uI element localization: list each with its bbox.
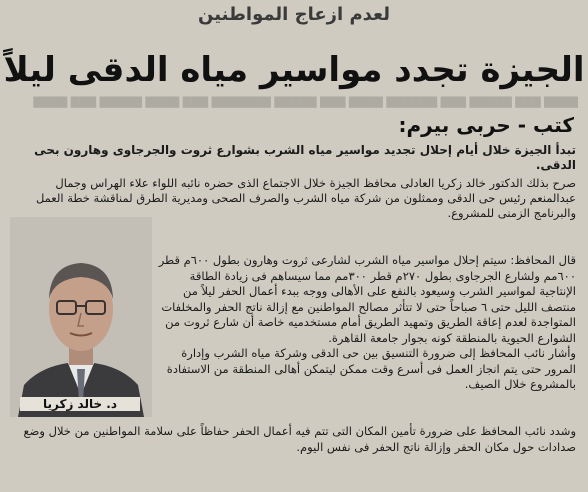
article-closing-paragraph: وشدد نائب المحافظ على ضرورة تأمين المكان التى تتم فيه أعمال الحفر حفاظاً على سلامة المواطنين من خلال وضع صدادات حول مكان الحفر وإزالة ناتج الحفر فى نفس اليوم. [23, 424, 576, 454]
governor-photo [10, 217, 152, 417]
bleed-through-text: ▇▇▇▇ ▇▇▇ ▇▇▇▇▇ ▇▇▇ ▇▇▇▇▇▇ ▇▇▇▇ ▇▇▇ ▇▇▇▇▇ ▇▇▇▇▇▇▇ ▇▇▇ ▇▇▇▇ ▇▇▇▇▇ ▇▇▇ ▇▇▇▇ [33, 95, 578, 108]
portrait-image [10, 217, 152, 417]
article-headline: الجيزة تجدد مواسير مياه الدقى ليلاً [3, 50, 585, 90]
article-paragraph: وأشار نائب المحافظ إلى ضرورة التنسيق بين حى الدقى وشركة مياه الشرب وإدارة المرور حتى يتم انجاز العمل فى أسرع وقت ممكن ليتمكن أهالى المنطقة من الاستفادة بالمشروع خلال الصيف. [166, 346, 576, 391]
article-paragraph: صرح بذلك الدكتور خالد زكريا العادلى محافظ الجيزة خلال الاجتماع الذى حضره نائبه اللواء علاء الهراس وجمال عبدالمنعم رئيس حى الدقى وممثلون من شركة مياه الشرب والصرف الصحى ومديرية الطرق لمناقشة خطة العمل والبرنامج الزمنى للمشروع. [35, 176, 576, 220]
article-byline: كتب - حربى بيرم: [398, 113, 574, 137]
article-kicker: لعدم ازعاج المواطنين [198, 4, 390, 25]
article-lead-paragraph: تبدأ الجيزة خلال أيام إحلال تجديد مواسير مياه الشرب بشوارع ثروت والجرجاوى وهارون بحى الدقى. [34, 143, 576, 172]
article-paragraph: قال المحافظ: سيتم إحلال مواسير مياه الشرب لشارعى ثروت وهارون بطول ٦٠٠م قطر ٦٠٠مم ولشارع الجرجاوى بطول ٢٧٠م قطر ٣٠٠مم مما سيساهم فى زيادة الطاقة الإنتاجية لمواسير الشرب وسيعود بالنفع على الأهالى ووجه ببدء أعمال الحفر ليلاً من منتصف الليل حتى ٦ صباحاً حتى لا تتأثر مصالح المواطنين مع إزالة ناتج الحفر والمخلفات المتواجدة لعدم إعاقة الطريق وتمهيد الطريق أمام مستخدميه خاصة أن شارع ثروت من الشوارع الحيوية بالمنطقة كونه بجوار جامعة القاهرة. [158, 253, 576, 345]
photo-caption: د. خالد زكريا [20, 397, 140, 411]
article-body-column [156, 253, 576, 393]
